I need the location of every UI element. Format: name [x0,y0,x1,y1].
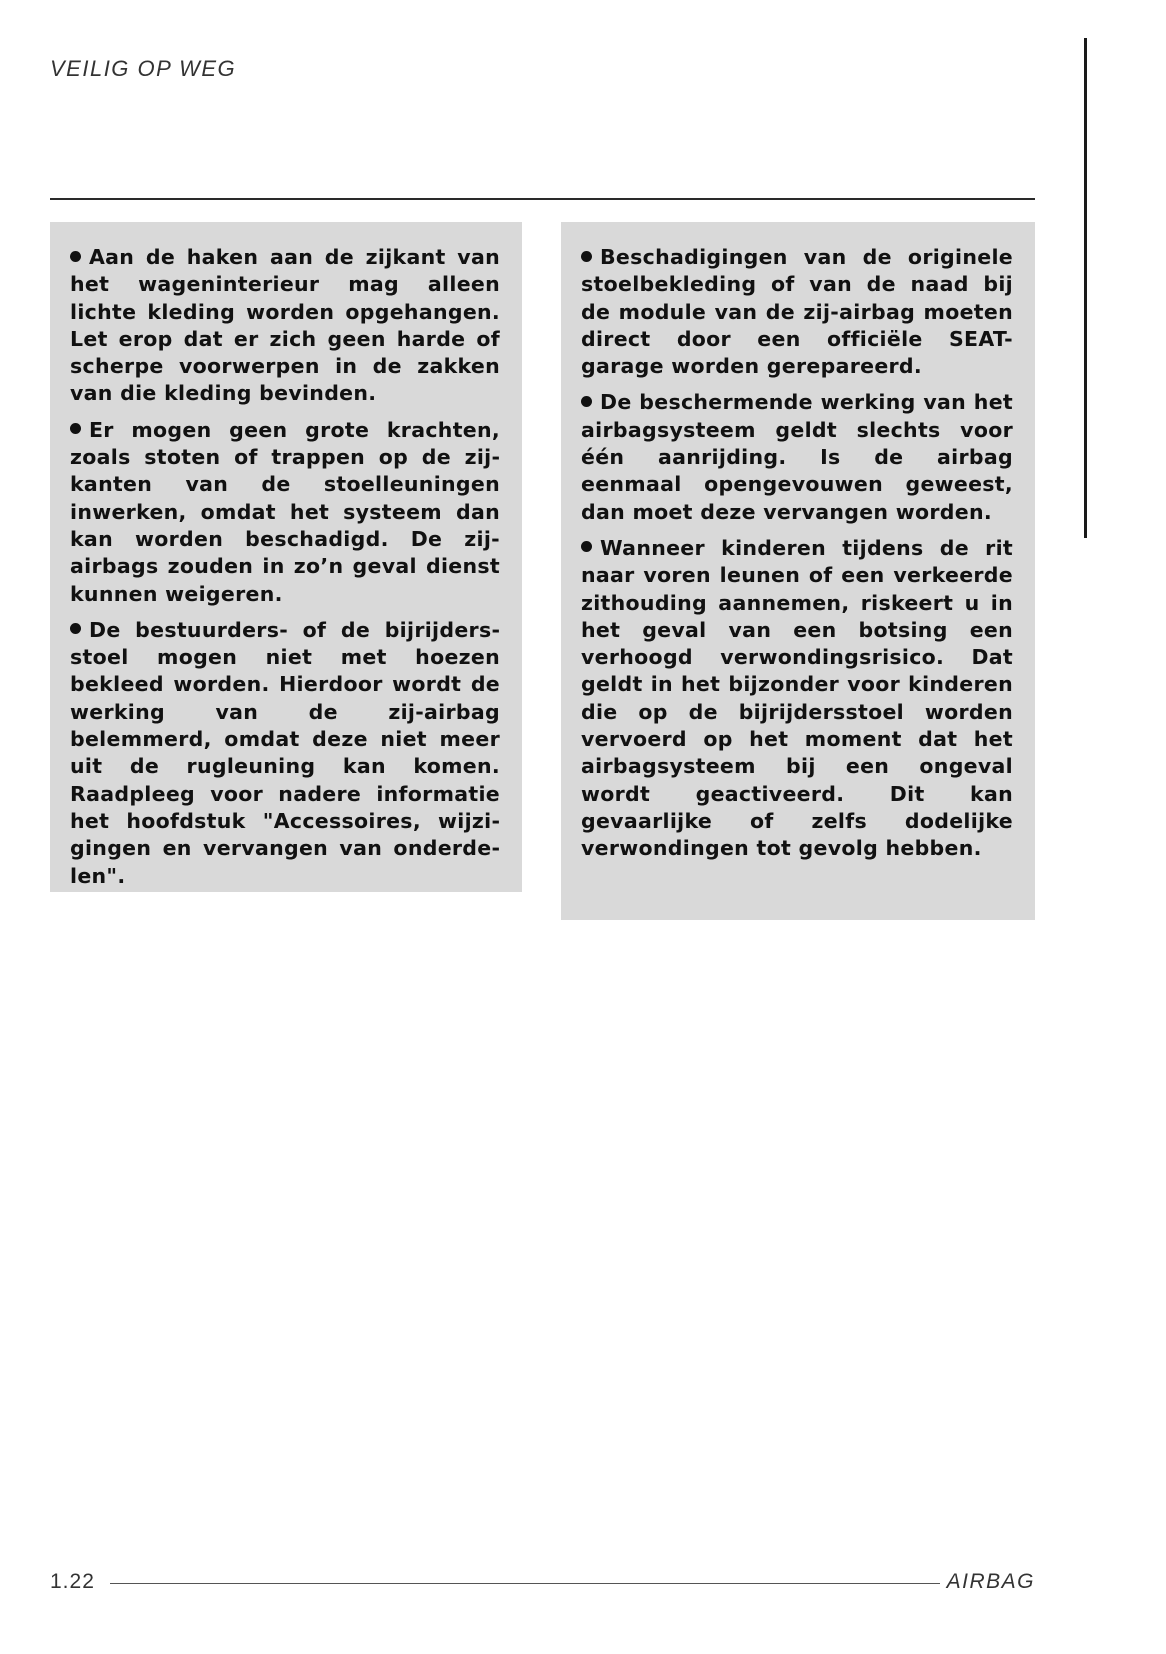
bullet-icon [70,623,81,634]
page-number: 1.22 [50,1570,95,1593]
page-header-title: VEILIG OP WEG [50,56,237,81]
warning-box-right [561,222,1035,920]
warning-item [581,389,1013,525]
warning-item-text: De bestuurders- of de bijrijdersstoel mogen niet met hoezen bekleed worden. Hierdoor wordt de werking van de zij-airbag belemmerd, omdat deze niet meer uit de rugleuning kan komen. Raadpleeg voor nadere informatie het hoofdstuk "Accessoires, wijzigingen en vervangen van onderdelen". [70,617,500,888]
page-footer [50,1570,1035,1598]
section-name: AIRBAG [946,1570,1035,1593]
warning-item [581,535,1013,863]
warning-item-text: De beschermende werking van het airbagsysteem geldt slechts voor één aanrijding. Is de airbag eenmaal opengevouwen geweest, dan moet deze vervangen worden. [581,390,1013,524]
bullet-icon [581,251,592,262]
warning-item-text: Wanneer kinderen tijdens de rit naar voren leunen of een verkeerde zithouding aannemen, riskeert u in het geval van een botsing een verhoogd verwondingsrisico. Dat geldt in het bijzonder voor kinderen die op de bijrijdersstoel worden vervoerd op het moment dat het airbagsysteem bij een ongeval wordt geactiveerd. Dit kan gevaarlijke of zelfs dodelijke verwondingen tot gevolg hebben. [581,535,1013,861]
warning-item-text: Aan de haken aan de zijkant van het wageninterieur mag alleen lichte kleding worden opgehangen. Let erop dat er zich geen harde of scherpe voorwerpen in de zakken van die kleding bevinden. [70,245,500,406]
margin-bar [1084,38,1087,538]
warning-item-text: Er mogen geen grote krachten, zoals stoten of trappen op de zijkanten van de stoelleuningen inwerken, omdat het systeem dan kan worden beschadigd. De zij-airbags zouden in zo’n geval dienst kunnen weigeren. [70,417,500,606]
header-divider [50,198,1035,200]
warning-item [581,244,1013,380]
bullet-icon [70,251,81,262]
bullet-icon [581,541,592,552]
warning-item-text: Beschadigingen van de originele stoelbekleding of van de naad bij de module van de zij-airbag moeten direct door een officiële SEAT-garage worden gerepareerd. [581,245,1013,379]
warning-item [70,244,500,408]
bullet-icon [581,396,592,407]
warning-item [70,417,500,608]
footer-divider [110,1583,940,1584]
warning-box-left [50,222,522,892]
bullet-icon [70,423,81,434]
warning-item [70,617,500,890]
